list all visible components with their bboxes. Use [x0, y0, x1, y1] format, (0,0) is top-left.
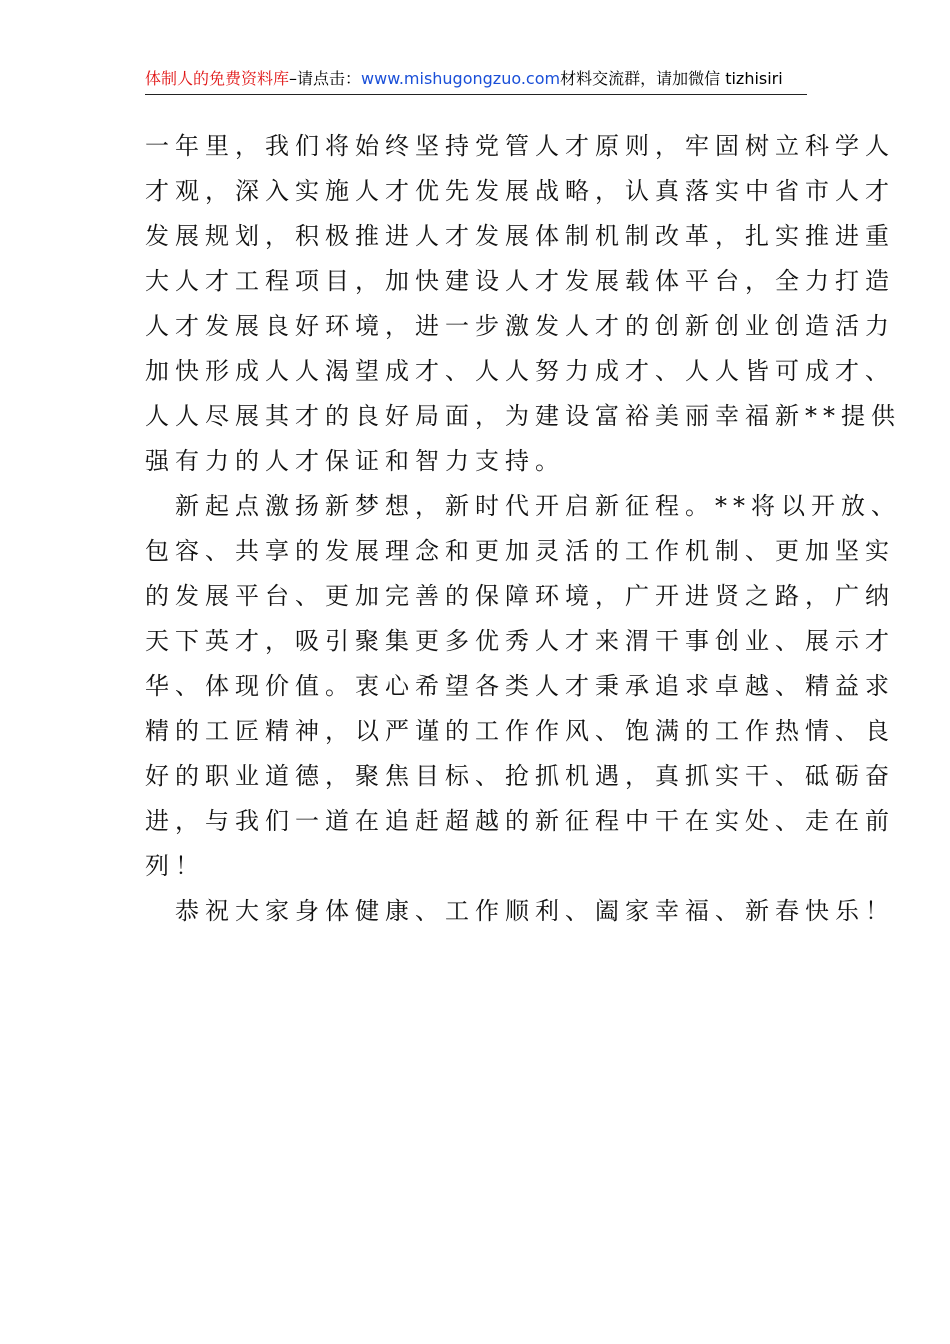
- header-brand: 体制人的免费资料库: [145, 69, 290, 88]
- text-line: 华、体现价值。衷心希望各类人才秉承追求卓越、精益求: [145, 672, 895, 700]
- text-line: 列！: [145, 852, 205, 880]
- text-line: 才观，深入实施人才优先发展战略，认真落实中省市人才: [145, 177, 895, 205]
- text-line: 精的工匠精神，以严谨的工作作风、饱满的工作热情、良: [145, 717, 895, 745]
- text-line: 的发展平台、更加完善的保障环境，广开进贤之路，广纳: [145, 582, 895, 610]
- text-line: 新起点激扬新梦想，新时代开启新征程。**将以开放、: [145, 492, 901, 520]
- text-line: 好的职业道德，聚焦目标、抢抓机遇，真抓实干、砥砺奋: [145, 762, 895, 790]
- text-line: 恭祝大家身体健康、工作顺利、阖家幸福、新春快乐！: [145, 897, 895, 925]
- page-header: [145, 68, 807, 95]
- text-line: 人才发展良好环境，进一步激发人才的创新创业创造活力: [145, 312, 895, 340]
- text-line: 人人尽展其才的良好局面，为建设富裕美丽幸福新**提供: [145, 402, 901, 430]
- text-line: 进，与我们一道在追赶超越的新征程中干在实处、走在前: [145, 807, 895, 835]
- text-line: 包容、共享的发展理念和更加灵活的工作机制、更加坚实: [145, 537, 895, 565]
- text-line: 大人才工程项目，加快建设人才发展载体平台，全力打造: [145, 267, 895, 295]
- text-line: 一年里，我们将始终坚持党管人才原则，牢固树立科学人: [145, 132, 895, 160]
- text-line: 天下英才，吸引聚集更多优秀人才来渭干事创业、展示才: [145, 627, 895, 655]
- header-link[interactable]: www.mishugongzuo.com: [361, 69, 561, 88]
- text-line: 加快形成人人渴望成才、人人努力成才、人人皆可成才、: [145, 357, 895, 385]
- text-line: 强有力的人才保证和智力支持。: [145, 447, 565, 475]
- text-line: 发展规划，积极推进人才发展体制机制改革，扎实推进重: [145, 222, 895, 250]
- document-body: [145, 124, 901, 934]
- header-contact-text: 材料交流群，请加微信 tizhisiri: [560, 69, 783, 88]
- header-separator: –请点击：: [289, 69, 362, 88]
